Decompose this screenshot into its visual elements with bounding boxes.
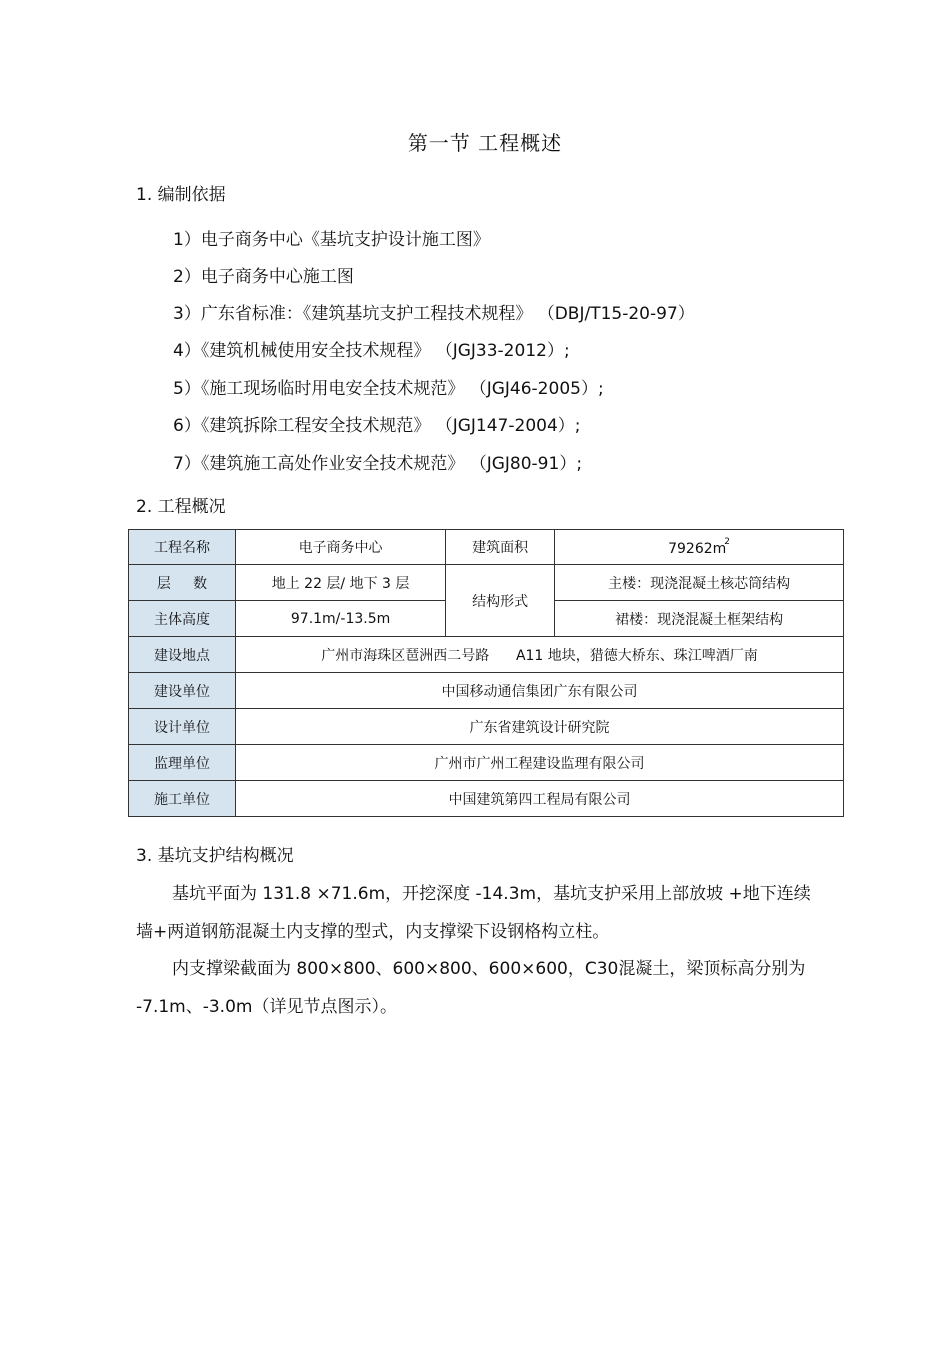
project-name-value: 电子商务中心 <box>236 530 446 565</box>
reference-item: 1）电子商务中心《基坑支护设计施工图》 <box>173 230 490 250</box>
supervisor-value: 广州市广州工程建设监理有限公司 <box>236 745 844 781</box>
floors-value: 地上 22 层/ 地下 3 层 <box>236 565 446 601</box>
location-label: 建设地点 <box>129 637 236 673</box>
paragraph-line: -7.1m、-3.0m（详见节点图示）。 <box>136 997 397 1017</box>
designer-label: 设计单位 <box>129 709 236 745</box>
structure-podium-value: 裙楼：现浇混凝土框架结构 <box>555 601 844 637</box>
location-value: 广州市海珠区琶洲西二号路 A11 地块，猎德大桥东、珠江啤酒厂南 <box>236 637 844 673</box>
table-row <box>129 637 844 673</box>
table-row <box>129 781 844 817</box>
reference-item: 4）《建筑机械使用安全技术规程》 （JGJ33-2012）; <box>173 341 570 361</box>
floors-label: 层 数 <box>129 565 236 601</box>
reference-item: 7）《建筑施工高处作业安全技术规范》 （JGJ80-91）; <box>173 454 583 474</box>
owner-value: 中国移动通信集团广东有限公司 <box>236 673 844 709</box>
support-paragraph-1 <box>136 875 836 951</box>
area-value <box>555 530 844 565</box>
structure-label: 结构形式 <box>446 565 555 637</box>
height-label: 主体高度 <box>129 601 236 637</box>
height-value: 97.1m/-13.5m <box>236 601 446 637</box>
table-row <box>129 709 844 745</box>
table-row <box>129 745 844 781</box>
table-row <box>129 565 844 601</box>
section-heading-basis: 1. 编制依据 <box>136 185 226 205</box>
paragraph-line: 墙+两道钢筋混凝土内支撑的型式，内支撑梁下设钢格构立柱。 <box>136 922 610 942</box>
paragraph-line: 内支撑梁截面为 800×800、600×800、600×600，C30混凝土，梁顶标高分别为 <box>172 959 806 979</box>
structure-main-value: 主楼：现浇混凝土核芯筒结构 <box>555 565 844 601</box>
paragraph-line: 基坑平面为 131.8 ×71.6m，开挖深度 -14.3m，基坑支护采用上部放坡 +地下连续 <box>172 884 811 904</box>
area-number: 79262m <box>668 541 727 557</box>
supervisor-label: 监理单位 <box>129 745 236 781</box>
area-unit-exponent: 2 <box>724 537 731 547</box>
area-label: 建筑面积 <box>446 530 555 565</box>
page-title: 第一节 工程概述 <box>407 131 563 155</box>
contractor-value: 中国建筑第四工程局有限公司 <box>236 781 844 817</box>
section-heading-overview: 2. 工程概况 <box>136 497 226 517</box>
project-info-table <box>128 529 844 817</box>
reference-item: 3）广东省标准：《建筑基坑支护工程技术规程》 （DBJ/T15-20-97） <box>173 304 695 324</box>
owner-label: 建设单位 <box>129 673 236 709</box>
reference-item: 2）电子商务中心施工图 <box>173 267 354 287</box>
project-name-label: 工程名称 <box>129 530 236 565</box>
designer-value: 广东省建筑设计研究院 <box>236 709 844 745</box>
reference-item: 6）《建筑拆除工程安全技术规范》 （JGJ147-2004）; <box>173 416 581 436</box>
section-heading-support: 3. 基坑支护结构概况 <box>136 846 294 866</box>
contractor-label: 施工单位 <box>129 781 236 817</box>
reference-item: 5）《施工现场临时用电安全技术规范》 （JGJ46-2005）; <box>173 379 604 399</box>
table-row <box>129 530 844 565</box>
table-row <box>129 673 844 709</box>
support-paragraph-2 <box>136 950 836 1026</box>
